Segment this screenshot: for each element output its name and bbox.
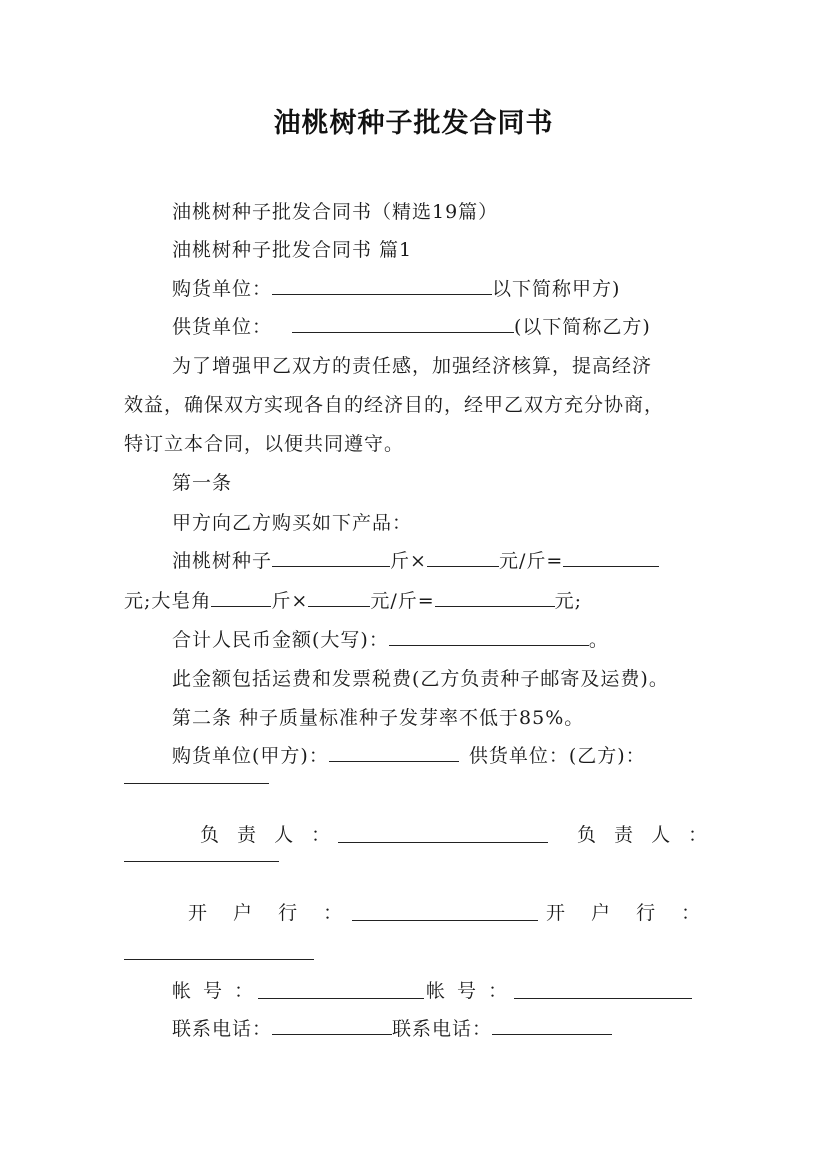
buyer-label: 购货单位：	[172, 278, 273, 300]
bank-buyer-blank	[352, 920, 538, 921]
product-2-price-blank	[308, 588, 370, 607]
person-in-charge-seller: 负 责 人 ：	[577, 824, 714, 846]
account-buyer-blank	[258, 998, 424, 999]
product-1-line	[172, 548, 659, 574]
total-label: 合计人民币金额(大写)：	[172, 629, 389, 651]
sign-line	[172, 743, 646, 769]
unit-yuan-per-jin-2: 元/斤=	[370, 590, 435, 612]
intro-line-1: 为了增强甲乙双方的责任感，加强经济核算，提高经济	[172, 355, 653, 377]
product-2-line	[124, 588, 582, 614]
section-heading: 油桃树种子批发合同书 篇1	[172, 239, 413, 261]
intro-line-2: 效益，确保双方实现各自的经济目的，经甲乙双方充分协商，	[124, 394, 665, 416]
sign-buyer-blank	[329, 743, 459, 762]
product-2-name: 大皂角	[151, 590, 212, 612]
seller-blank	[292, 314, 514, 333]
unit-jin-times-2: 斤×	[271, 590, 309, 612]
unit-jin-times: 斤×	[390, 550, 427, 572]
product-1-amount-blank	[563, 548, 659, 567]
account-seller: 帐 号 ：	[426, 980, 511, 1002]
unit-yuan-semicolon: 元;	[124, 590, 152, 612]
buyer-line	[172, 276, 620, 302]
document-title: 油桃树种子批发合同书	[273, 108, 554, 139]
seller-suffix: (以下简称乙方)	[514, 316, 651, 338]
phone-seller-label: 联系电话：	[392, 1018, 493, 1040]
sign-buyer-label: 购货单位(甲方)：	[172, 745, 329, 767]
product-2-qty-blank	[211, 588, 271, 607]
phone-buyer-blank	[272, 1016, 392, 1035]
total-blank	[389, 627, 589, 646]
unit-yuan-per-jin: 元/斤=	[498, 550, 564, 572]
phone-seller-blank	[492, 1016, 612, 1035]
article-1-heading: 第一条	[172, 472, 233, 494]
product-2-amount-blank	[435, 588, 555, 607]
product-1-price-blank	[427, 548, 499, 567]
account-buyer: 帐 号 ：	[172, 980, 257, 1002]
buyer-blank	[272, 276, 492, 295]
bank-seller: 开 户 行 ：	[546, 902, 711, 924]
seller-label: 供货单位：	[172, 316, 273, 338]
phone-line	[172, 1016, 612, 1042]
unit-yuan-end: 元;	[554, 590, 583, 612]
person-in-charge-buyer: 负 责 人 ：	[200, 824, 337, 846]
article-2: 第二条 种子质量标准种子发芽率不低于85%。	[172, 707, 585, 729]
fee-note: 此金额包括运费和发票税费(乙方负责种子邮寄及运费)。	[172, 668, 669, 690]
phone-buyer-label: 联系电话：	[172, 1018, 273, 1040]
intro-line-3: 特订立本合同，以便共同遵守。	[124, 433, 405, 455]
seller-line	[172, 314, 651, 340]
document-subtitle: 油桃树种子批发合同书（精选19篇）	[172, 201, 499, 223]
product-1-qty-blank	[272, 548, 390, 567]
person-in-charge-buyer-blank	[338, 842, 548, 843]
bank-seller-blank	[124, 959, 314, 960]
sign-seller-label: 供货单位：(乙方)：	[468, 745, 646, 767]
product-1-name: 油桃树种子	[172, 550, 273, 572]
bank-buyer: 开 户 行 ：	[188, 902, 353, 924]
total-line	[172, 627, 609, 653]
buyer-suffix: 以下简称甲方)	[492, 278, 621, 300]
sign-seller-blank	[124, 783, 269, 784]
total-end: 。	[588, 629, 609, 651]
purchase-intro: 甲方向乙方购买如下产品：	[172, 512, 413, 534]
account-seller-blank	[514, 998, 692, 999]
person-in-charge-seller-blank	[124, 861, 279, 862]
